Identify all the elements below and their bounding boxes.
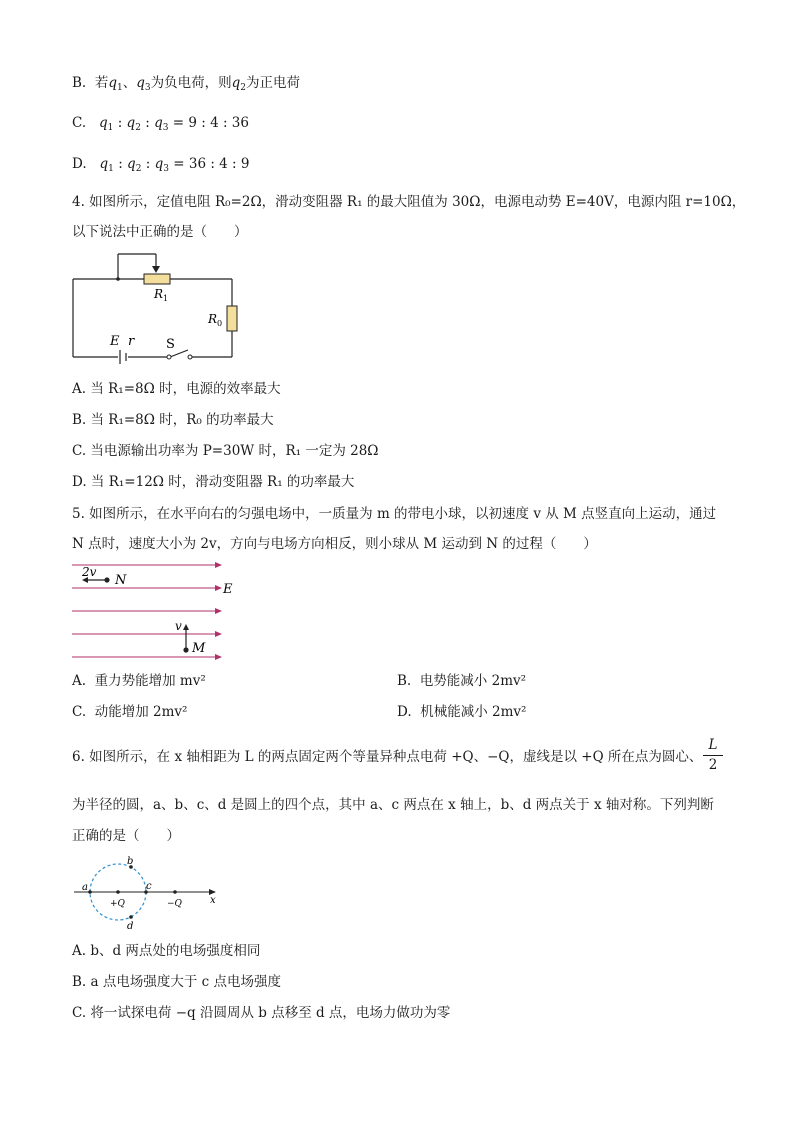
q6-stem-line-3: 正确的是（ ）: [72, 828, 180, 844]
negative-charge: [173, 890, 177, 894]
q4-stem-line-2: 以下说法中正确的是（ ）: [72, 224, 248, 240]
q5-stem-line-1: 5. 如图所示，在水平向右的匀强电场中，一质量为 m 的带电小球，以初速度 v 从 M 点竖直向上运动，通过: [72, 506, 717, 522]
point-b-label: b: [127, 856, 134, 867]
q4-stem-line-1: 4. 如图所示，定值电阻 R₀=2Ω，滑动变阻器 R₁ 的最大阻值为 30Ω，电源电动势 E=40V，电源内阻 r=10Ω，: [72, 194, 746, 210]
x-axis-label: x: [210, 895, 216, 906]
q5-stem-line-2: N 点时，速度大小为 2v，方向与电场方向相反，则小球从 M 运动到 N 的过程（ ）: [72, 536, 597, 552]
emf-label: E: [110, 334, 120, 349]
negative-q-label: −Q: [167, 899, 182, 909]
field-e-label: E: [223, 582, 233, 597]
point-d-label: d: [127, 921, 134, 932]
velocity-2v-label: 2v: [82, 565, 97, 579]
q3-option-c: C. $q_1$ : $q_2$ : $q_3 = 9$ : 4 : 36: [72, 115, 249, 133]
point-a: [88, 890, 92, 894]
q6-option-a: A. b、d 两点处的电场强度相同: [72, 943, 261, 959]
q5-option-a: A. 重力势能增加 mv²: [72, 673, 206, 689]
r0-sub: 0: [217, 319, 223, 328]
velocity-v-label: v: [175, 619, 182, 633]
q5-option-b: B. 电势能减小 2mv²: [397, 673, 527, 689]
q6-option-c: C. 将一试探电荷 −q 沿圆周从 b 点移至 d 点，电场力做功为零: [72, 1005, 451, 1021]
r0-label: R: [208, 312, 218, 326]
point-a-label: a: [82, 882, 88, 893]
point-d: [129, 915, 133, 919]
positive-q-label: +Q: [110, 899, 125, 909]
point-c-label: c: [146, 881, 152, 892]
r1-sub: 1: [163, 294, 169, 303]
positive-charge: [116, 890, 120, 894]
q4-option-b: B. 当 R₁=8Ω 时，R₀ 的功率最大: [72, 412, 274, 428]
switch-label: S: [166, 337, 175, 352]
fraction-numerator: L: [708, 737, 718, 753]
q5-option-d: D. 机械能减小 2mv²: [397, 704, 527, 720]
internal-r-label: r: [128, 334, 135, 349]
q6-option-b: B. a 点电场强度大于 c 点电场强度: [72, 974, 281, 990]
q5-option-c: C. 动能增加 2mv²: [72, 704, 188, 720]
q6-stem-line-1: 6. 如图所示，在 x 轴相距为 L 的两点固定两个等量异种点电荷 +Q、−Q，虚线是以 +Q 所在点为圆心、: [72, 749, 703, 765]
q4-option-c: C. 当电源输出功率为 P=30W 时，R₁ 一定为 28Ω: [72, 443, 379, 459]
r1-label: R: [154, 287, 164, 301]
point-n-label: N: [115, 573, 127, 588]
q4-option-a: A. 当 R₁=8Ω 时，电源的效率最大: [72, 381, 281, 397]
q4-option-d: D. 当 R₁=12Ω 时，滑动变阻器 R₁ 的功率最大: [72, 474, 355, 490]
q3-option-b: B. 若$q_1$、$q_3$为负电荷，则$q_2$为正电荷: [72, 75, 300, 93]
fraction-denominator: 2: [708, 757, 718, 773]
q3-option-d: D. $q_1$ : $q_2$ : $q_3 = 36$ : 4 : 9: [72, 156, 250, 174]
q6-stem-line-2: 为半径的圆，a、b、c、d 是圆上的四个点，其中 a、c 两点在 x 轴上，b、d 两点关于 x 轴对称。下列判断: [72, 797, 714, 813]
point-m-label: M: [192, 641, 206, 656]
